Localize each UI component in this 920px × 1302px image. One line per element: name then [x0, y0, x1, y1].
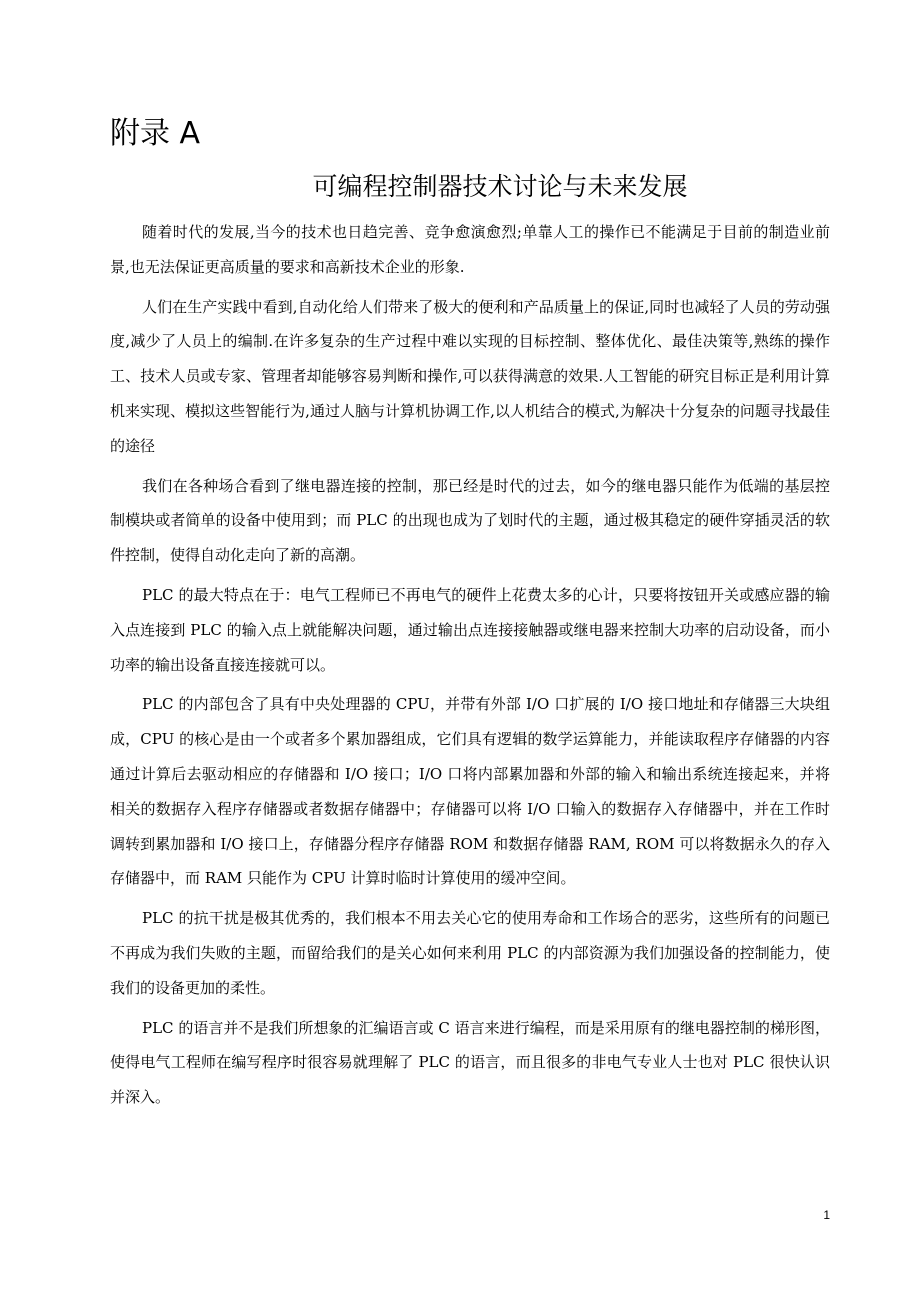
paragraph: 我们在各种场合看到了继电器连接的控制，那已经是时代的过去，如今的继电器只能作为低端的基层控制模块或者简单的设备中使用到；而 PLC 的出现也成为了划时代的主题，通过极其稳定的硬件穿插灵活的软件控制，使得自动化走向了新的高潮。 [110, 476, 830, 565]
document-body [110, 215, 830, 1120]
paragraph: PLC 的语言并不是我们所想象的汇编语言或 C 语言来进行编程，而是采用原有的继电器控制的梯形图，使得电气工程师在编写程序时很容易就理解了 PLC 的语言，而且很多的非电气专业人士也对 PLC 很快认识并深入。 [110, 1018, 830, 1107]
paragraph: 人们在生产实践中看到,自动化给人们带来了极大的便利和产品质量上的保证,同时也减轻了人员的劳动强度,减少了人员上的编制.在许多复杂的生产过程中难以实现的目标控制、整体优化、最佳决策等,熟练的操作工、技术人员或专家、管理者却能够容易判断和操作,可以获得满意的效果.人工智能的研究目标正是利用计算机来实现、模拟这些智能行为,通过人脑与计算机协调工作,以人机结合的模式,为解决十分复杂的问题寻找最佳的途径 [110, 297, 830, 455]
document-title: 可编程控制器技术讨论与未来发展 [312, 172, 688, 201]
appendix-heading: 附录 A [110, 116, 201, 151]
page-number: 1 [823, 1208, 830, 1222]
paragraph: 随着时代的发展,当今的技术也日趋完善、竞争愈演愈烈;单靠人工的操作已不能满足于目前的制造业前景,也无法保证更高质量的要求和高新技术企业的形象. [110, 223, 830, 276]
paragraph: PLC 的最大特点在于：电气工程师已不再电气的硬件上花费太多的心计，只要将按钮开关或感应器的输入点连接到 PLC 的输入点上就能解决问题，通过输出点连接接触器或继电器来控制大功率的启动设备，而小功率的输出设备直接连接就可以。 [110, 585, 830, 674]
paragraph: PLC 的内部包含了具有中央处理器的 CPU，并带有外部 I/O 口扩展的 I/O 接口地址和存储器三大块组成，CPU 的核心是由一个或者多个累加器组成，它们具有逻辑的数学运算能力，并能读取程序存储器的内容通过计算后去驱动相应的存储器和 I/O 接口；I/O 口将内部累加器和外部的输入和输出系统连接起来，并将相关的数据存入程序存储器或者数据存储器中；存储器可以将 I/O 口输入的数据存入存储器中，并在工作时调转到累加器和 I/O 接口上，存储器分程序存储器 ROM 和数据存储器 RAM, ROM 可以将数据永久的存入存储器中，而 RAM 只能作为 CPU 计算时临时计算使用的缓冲空间。 [110, 695, 830, 888]
paragraph: PLC 的抗干扰是极其优秀的，我们根本不用去关心它的使用寿命和工作场合的恶劣，这些所有的问题已不再成为我们失败的主题，而留给我们的是关心如何来利用 PLC 的内部资源为我们加强设备的控制能力，使我们的设备更加的柔性。 [110, 909, 830, 997]
